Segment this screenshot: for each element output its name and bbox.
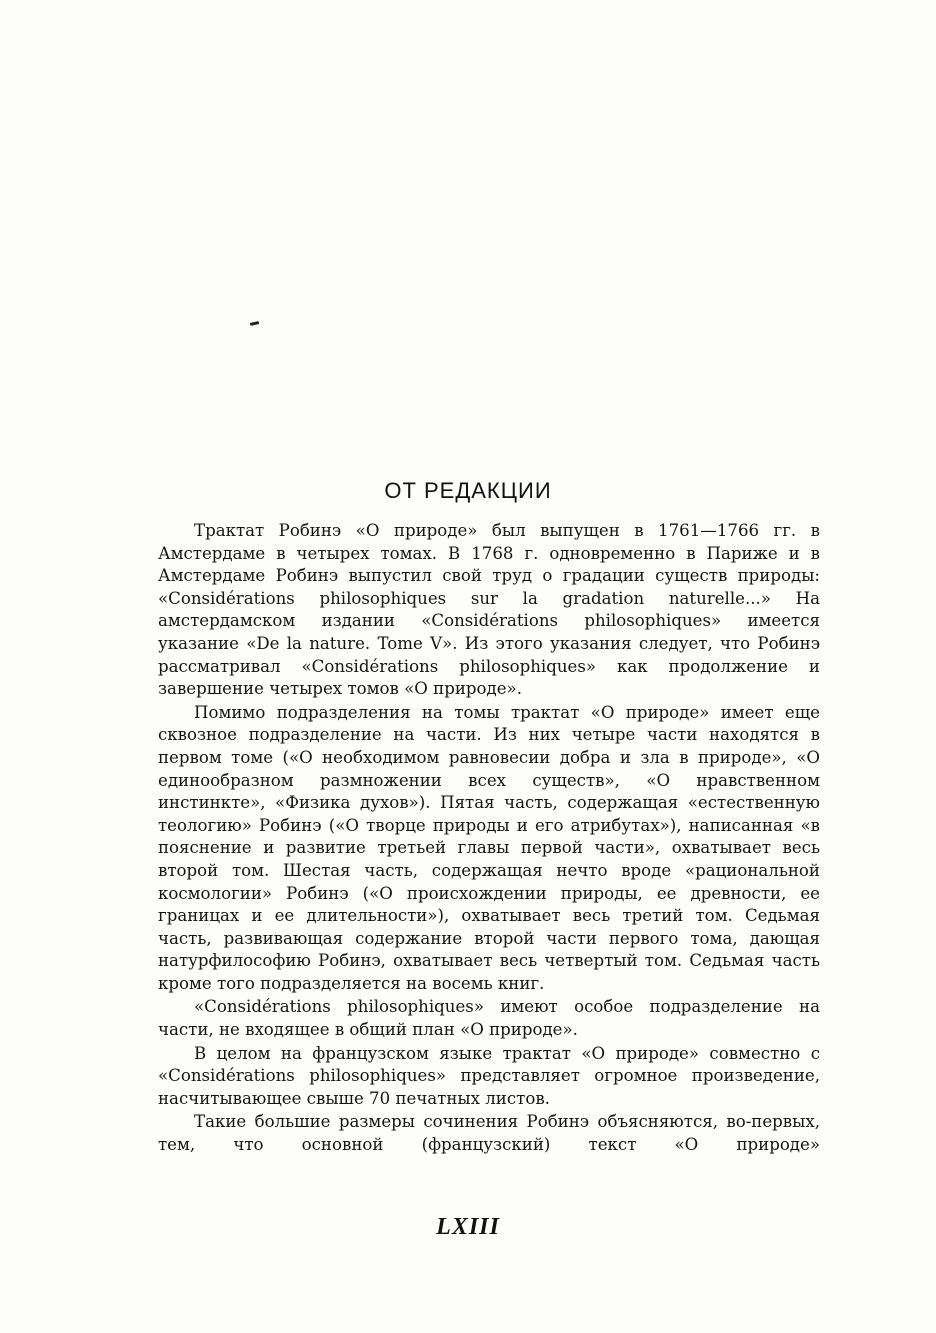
paragraph-5: Такие большие размеры сочинения Робинэ объясняются, во-первых, тем, что основной (французский) текст «О природе» [158,1112,820,1155]
paragraph-3: «Considérations philosophiques» имеют особое подразделение на части, не входящее в общий план «О природе». [158,997,820,1040]
page-number: LXIII [436,1214,500,1240]
stray-ink-mark [250,321,259,326]
section-heading: ОТ РЕДАКЦИИ [384,478,552,503]
body-text [158,520,820,1158]
paragraph-1: Трактат Робинэ «О природе» был выпущен в 1761—1766 гг. в Амстердаме в четырех томах. В 1768 г. одновременно в Париже и в Амстердаме Робинэ выпустил свой труд о градации существ природы: «Considérations philosophiques sur la gradation naturelle...» На амстердамском издании «Considérations philosophiques» имеется указание «De la nature. Tome V». Из этого указания следует, что Робинэ рассматривал «Considérations philosophiques» как продолжение и завершение четырех томов «О природе». [158,521,820,699]
paragraph-2: Помимо подразделения на томы трактат «О природе» имеет еще сквозное подразделение на части. Из них четыре части находятся в первом томе («О необходимом равновесии добра и зла в природе», «О единообразном размножении всех существ», «О нравственном инстинкте», «Физика духов»). Пятая часть, содержащая «естественную теологию» Робинэ («О творце природы и его атрибутах»), написанная «в пояснение и развитие третьей главы первой части», охватывает весь второй том. Шестая часть, содержащая нечто вроде «рациональной космологии» Робинэ («О происхождении природы, ее древности, ее границах и ее длительности»), охватывает весь третий том. Седьмая часть, развивающая содержание второй части первого тома, дающая натурфилософию Робинэ, охватывает весь четвертый том. Седьмая часть кроме того подразделяется на восемь книг. [158,702,820,993]
paragraph-4: В целом на французском языке трактат «О природе» совместно с «Considérations philosophiques» представляет огромное произведение, насчитывающее свыше 70 печатных листов. [158,1043,820,1108]
